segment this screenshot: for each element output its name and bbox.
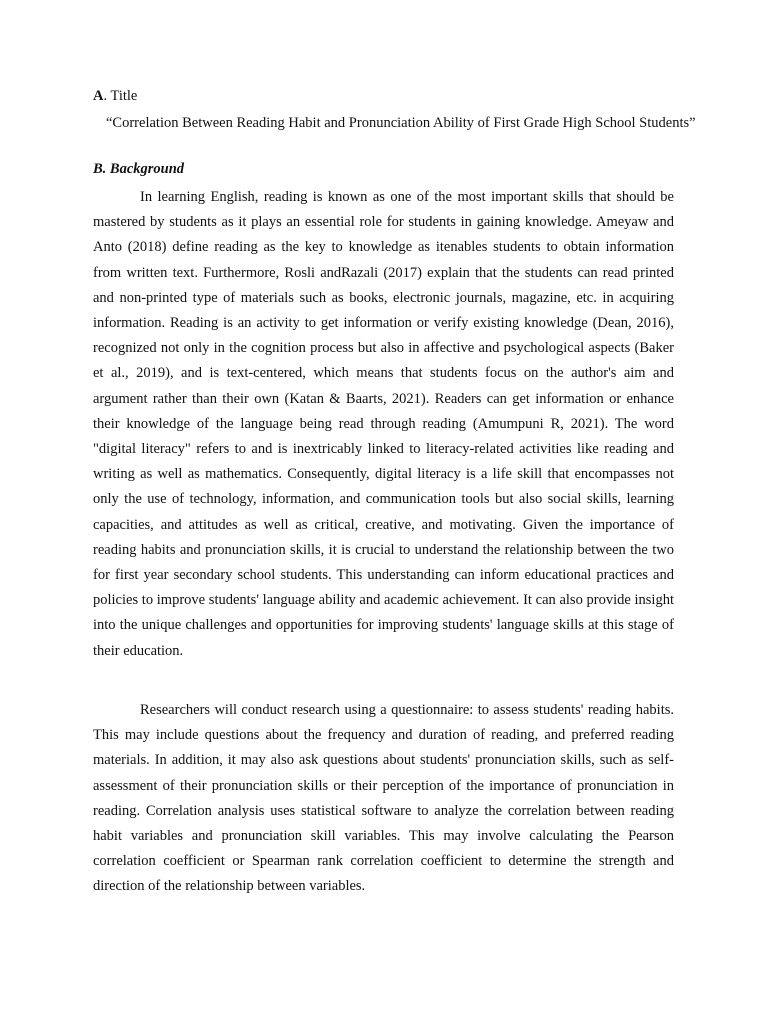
section-a-label: . Title	[103, 88, 138, 104]
section-b-heading: B. Background	[93, 161, 185, 177]
section-a-letter: A	[93, 88, 104, 104]
section-a-heading	[93, 87, 137, 106]
background-paragraph-1: In learning English, reading is known as one of the most important skills that should be mastered by students as it plays an essential role for students in gaining knowledge. Ameyaw and Anto (2018) define reading as the key to knowledge as itenables students to obtain information from written text. Furthermore, Rosli andRazali (2017) explain that the students can read printed and non-printed type of materials such as books, electronic journals, magazine, etc. in acquiring information. Reading is an activity to get information or verify existing knowledge (Dean, 2016), recognized not only in the cognition process but also in affective and psychological aspects (Baker et al., 2019), and is text-centered, which means that students focus on the author's aim and argument rather than their own (Katan & Baarts, 2021). Readers can get information or enhance their knowledge of the language being read through reading (Amumpuni R, 2021). The word "digital literacy" refers to and is inextricably linked to literacy-related activities like reading and writing as well as mathematics. Consequently, digital literacy is a life skill that encompasses not only the use of technology, information, and communication tools but also social skills, learning capacities, and attitudes as well as critical, creative, and motivating. Given the importance of reading habits and pronunciation skills, it is crucial to understand the relationship between the two for first year secondary school students. This understanding can inform educational practices and policies to improve students' language ability and academic achievement. It can also provide insight into the unique challenges and opportunities for improving students' language skills at this stage of their education.	[93, 189, 674, 659]
background-paragraph-2: Researchers will conduct research using a questionnaire: to assess students' reading habits. This may include questions about the frequency and duration of reading, and preferred reading materials. In addition, it may also ask questions about students' pronunciation skills, such as self-assessment of their pronunciation skills or their perception of the importance of pronunciation in reading. Correlation analysis uses statistical software to analyze the correlation between reading habit variables and pronunciation skill variables. This may involve calculating the Pearson correlation coefficient or Spearman rank correlation coefficient to determine the strength and direction of the relationship between variables.	[93, 702, 674, 895]
research-title: “Correlation Between Reading Habit and Pronunciation Ability of First Grade High School Students”	[106, 115, 696, 131]
